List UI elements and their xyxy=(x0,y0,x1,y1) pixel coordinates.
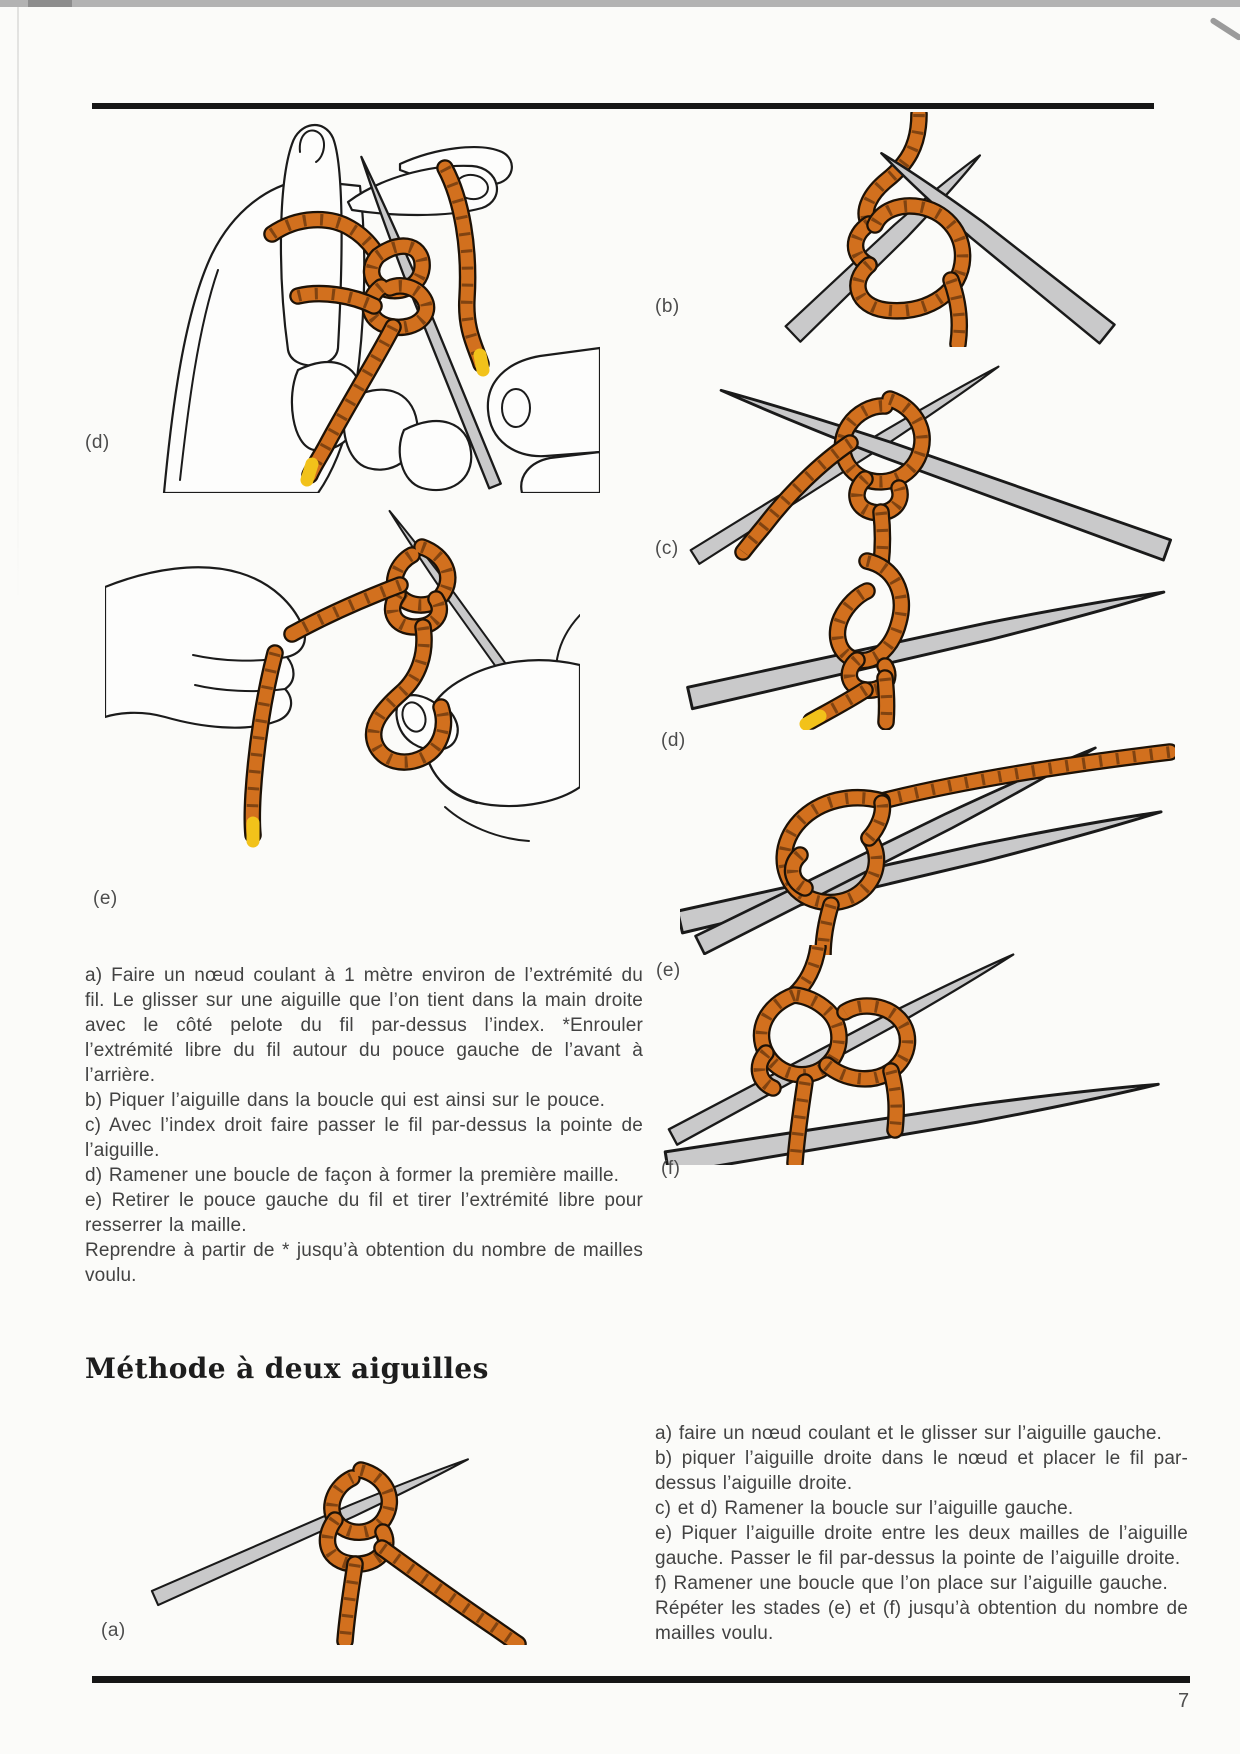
knitting-needle xyxy=(665,1073,1160,1165)
bottom-rule xyxy=(92,1676,1190,1683)
step-paragraph: b) Piquer l’aiguille dans la boucle qui est ainsi sur le pouce. xyxy=(85,1090,606,1111)
thumb-method-steps xyxy=(85,963,643,1288)
knitting-needle xyxy=(717,380,1170,560)
yarn-strands xyxy=(327,1470,518,1644)
step-paragraph: f) Ramener une boucle que l’on place sur l’aiguille gauche. xyxy=(655,1573,1168,1594)
scan-edge-band xyxy=(0,0,1240,7)
figure-label-right-e: (e) xyxy=(656,960,681,981)
figure-two-needle-step-d xyxy=(680,550,1175,730)
step-paragraph: e) Piquer l’aiguille droite entre les deux mailles de l’aiguille gauche. Passer le fil par-dessus la pointe de l’aiguille droite. xyxy=(655,1523,1188,1569)
scan-crease-line xyxy=(17,7,19,607)
figure-label-right-d: (d) xyxy=(661,730,686,751)
scan-edge-dark-segment xyxy=(28,0,72,7)
figure-label-right-b: (b) xyxy=(655,296,680,317)
step-paragraph: d) Ramener une boucle de façon à former la première maille. xyxy=(85,1165,620,1186)
figure-thumb-method-step-d xyxy=(150,108,600,493)
scan-corner-mark xyxy=(1209,17,1240,42)
figure-two-needle-step-b xyxy=(735,112,1165,347)
step-paragraph: Répéter les stades (e) et (f) jusqu’à obtention du nombre de mailles voulu. xyxy=(655,1598,1188,1644)
figure-label-left-d: (d) xyxy=(85,432,110,453)
step-paragraph: Reprendre à partir de * jusqu’à obtention du nombre de mailles voulu. xyxy=(85,1240,643,1286)
figure-label-right-f: (f) xyxy=(661,1158,681,1179)
section-heading-two-needle-method: Méthode à deux aiguilles xyxy=(85,1352,489,1385)
two-needle-method-steps xyxy=(655,1421,1188,1646)
step-paragraph: e) Retirer le pouce gauche du fil et tirer l’extrémité libre pour resserrer la maille. xyxy=(85,1190,643,1236)
step-paragraph: a) faire un nœud coulant et le glisser sur l’aiguille gauche. xyxy=(655,1423,1162,1444)
figure-two-needle-step-e xyxy=(680,735,1175,955)
step-paragraph: b) piquer l’aiguille droite dans le nœud et placer le fil par-dessus l’aiguille droite. xyxy=(655,1448,1188,1494)
figure-two-needle-step-c xyxy=(680,345,1175,565)
step-paragraph: c) et d) Ramener la boucle sur l’aiguille gauche. xyxy=(655,1498,1074,1519)
step-paragraph: a) Faire un nœud coulant à 1 mètre environ de l’extrémité du fil. Le glisser sur une aiguille que l’on tient dans la main droite avec le côté pelote du fil par-dessus l’index. *Enrouler l’extrémité libre du fil autour du pouce gauche de l’avant à l’arrière. xyxy=(85,965,643,1086)
step-paragraph: c) Avec l’index droit faire passer le fil par-dessus la pointe de l’aiguille. xyxy=(85,1115,643,1161)
figure-label-right-c: (c) xyxy=(655,538,679,559)
figure-label-bottom-a: (a) xyxy=(101,1620,126,1641)
page-number: 7 xyxy=(1178,1690,1190,1712)
figure-two-needle-step-a xyxy=(115,1420,585,1645)
figure-thumb-method-step-e xyxy=(105,495,580,870)
figure-label-left-e: (e) xyxy=(93,888,118,909)
figure-two-needle-step-f xyxy=(655,945,1175,1165)
yarn-strands xyxy=(806,561,901,724)
knitting-needle xyxy=(688,581,1167,708)
